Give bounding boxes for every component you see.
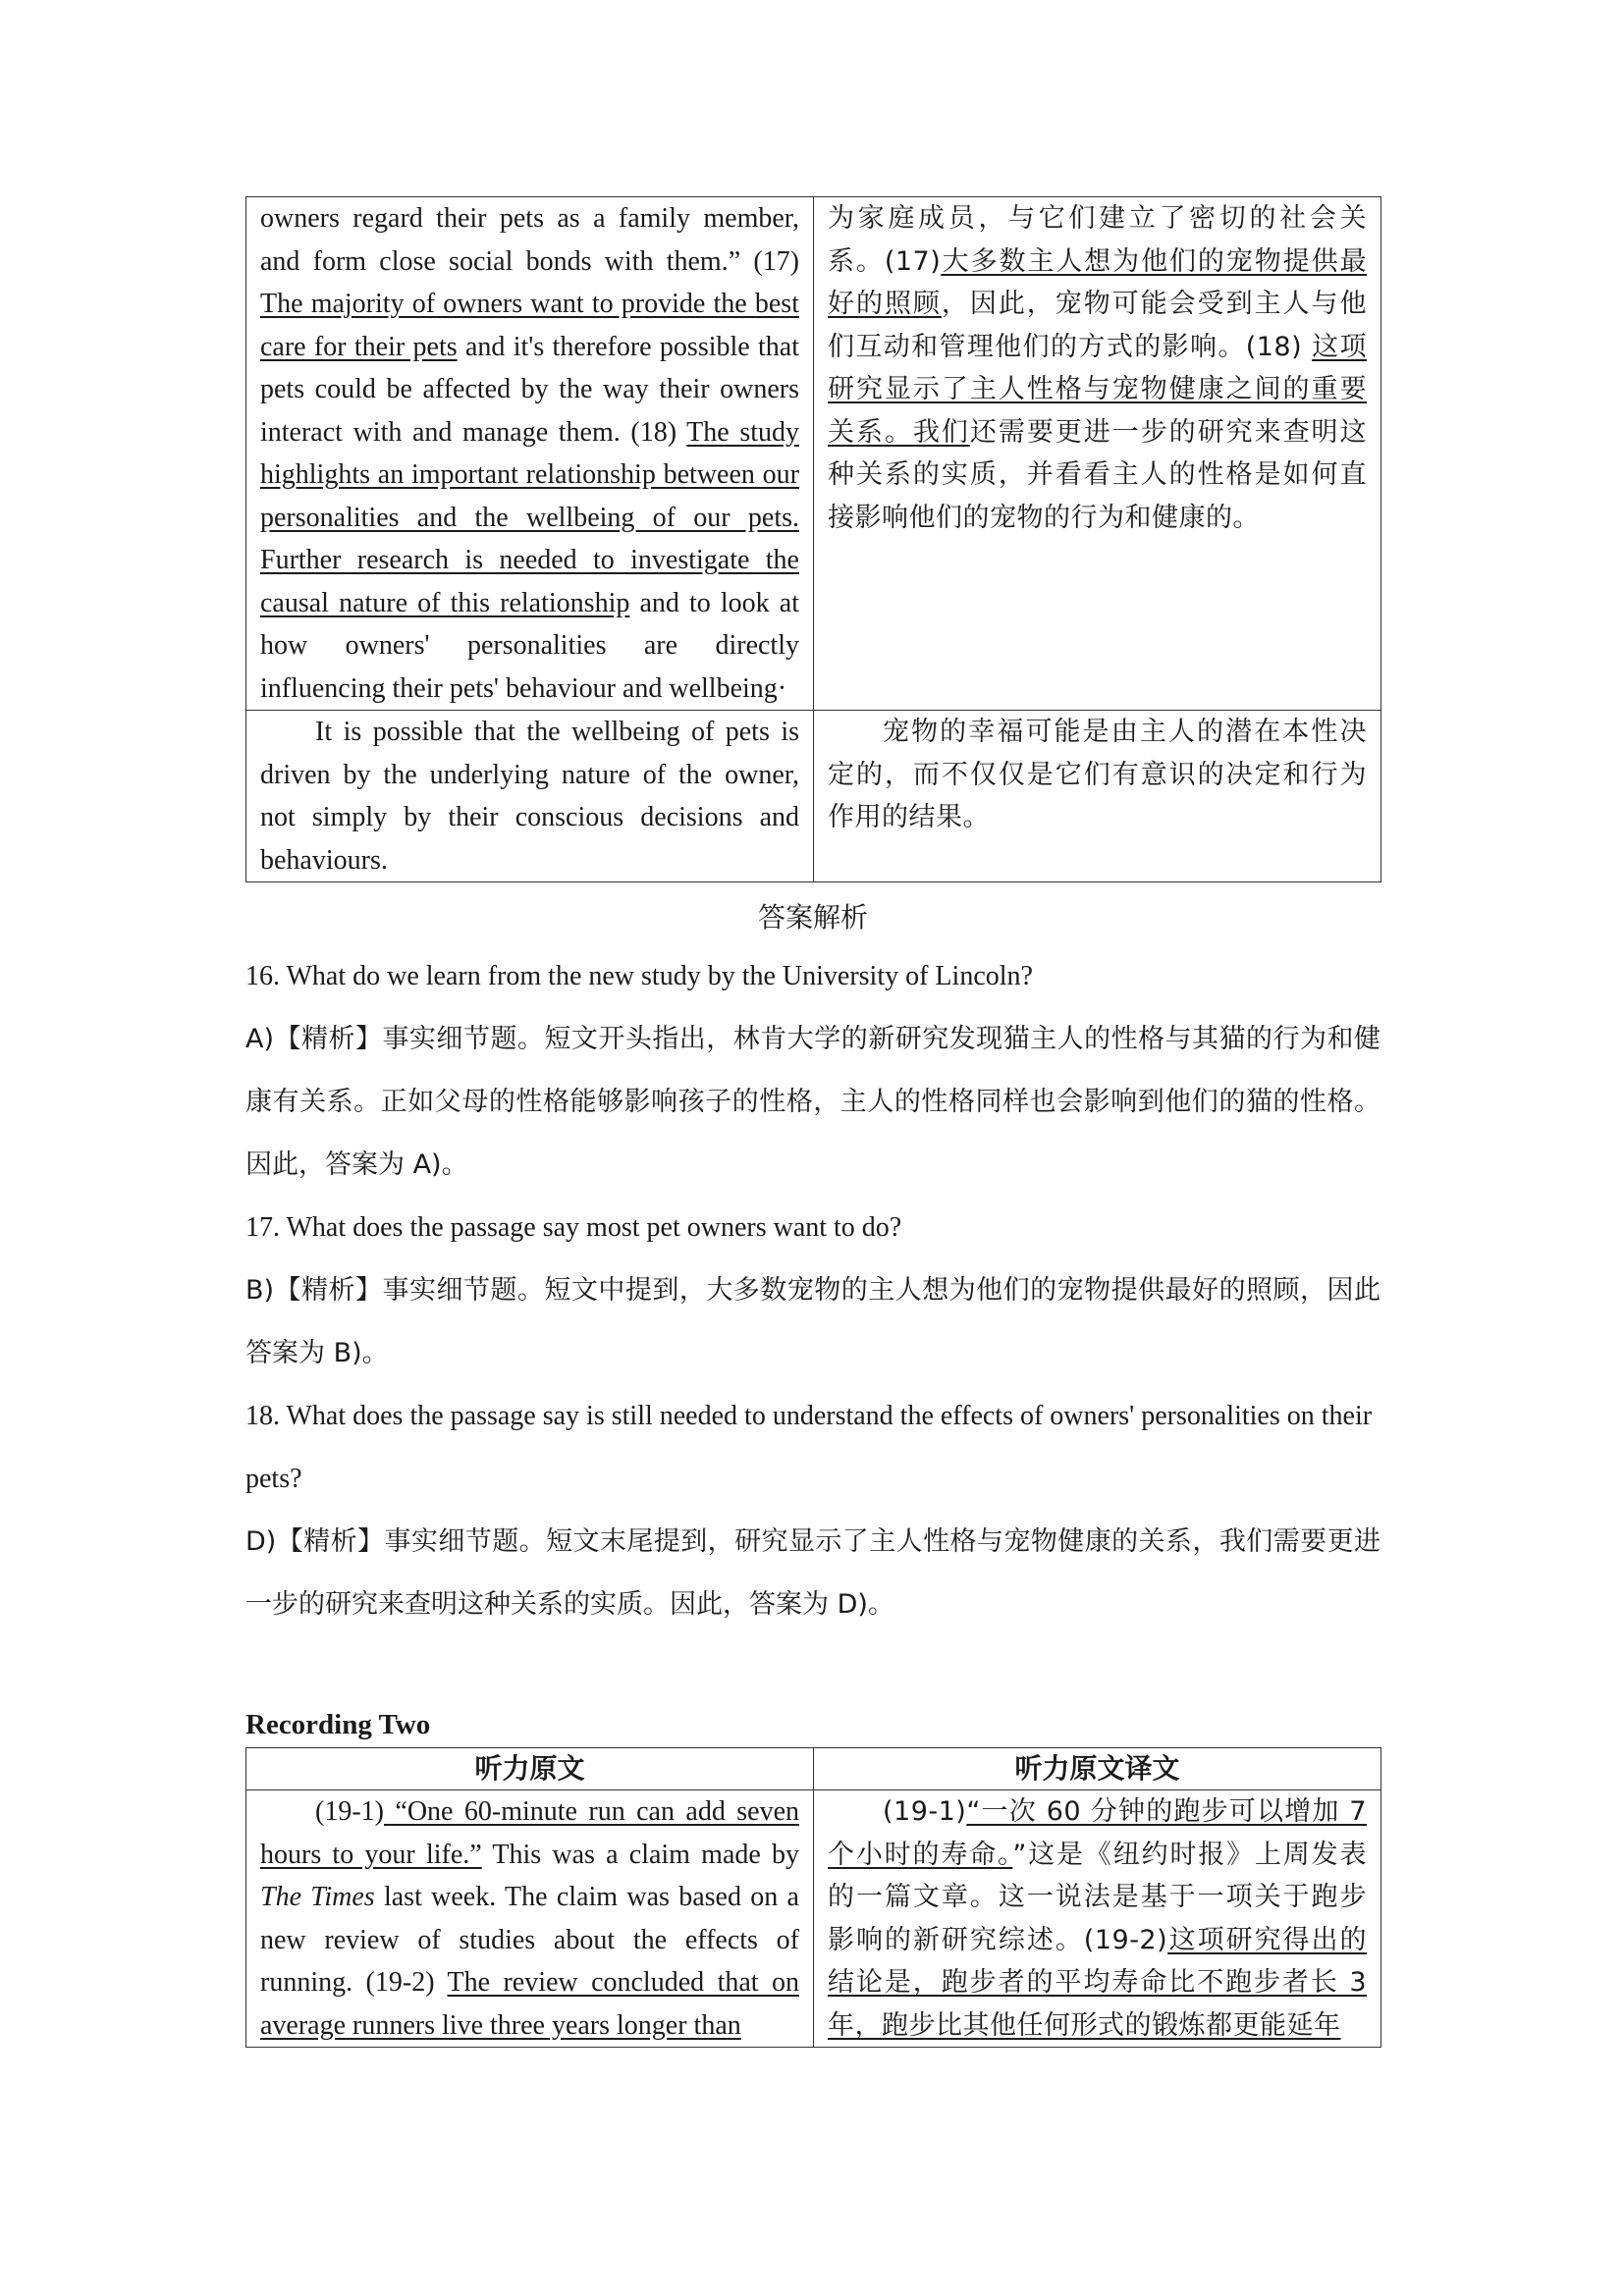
- column-header-original: 听力原文: [246, 1748, 814, 1790]
- english-paragraph: [260, 1790, 799, 2047]
- text-span: This was a claim made by: [481, 1839, 800, 1870]
- answer-explanation: D)【精析】事实细节题。短文末尾提到，研究显示了主人性格与宠物健康的关系，我们需要更进一步的研究来查明这种关系的实质。因此，答案为 D)。: [245, 1526, 1380, 1620]
- question-text: 17. What does the passage say most pet owners want to do?: [245, 1212, 902, 1243]
- text-span: (19-1): [883, 1796, 967, 1827]
- text-span: owners regard their pets as a family member, and form close social bonds with them.” (17): [260, 203, 799, 277]
- table-row: [246, 197, 1381, 711]
- bilingual-table-2: [245, 1747, 1381, 2048]
- question-text: 18. What does the passage say is still needed to understand the effects of owners' personalities on their pets?: [245, 1401, 1373, 1494]
- text-span: ，因此，宠物可能会受到主人与他们互动和管理他们的方式的影响。(18): [828, 289, 1368, 362]
- italic-title: The Times: [260, 1882, 375, 1912]
- text-span: ”这是《纽约时报》上周发表的一篇文章。这一说法是基于一项关于跑步影响的新研究综述。(19-2): [828, 1839, 1367, 1955]
- bilingual-table-1: [245, 196, 1381, 882]
- english-paragraph: It is possible that the wellbeing of pets is driven by the underlying nature of the owner, not simply by their conscious decisions and behaviours.: [260, 717, 799, 876]
- table-row: [246, 711, 1381, 882]
- text-span: last week. The claim was based on a new review of studies about the effects of running. (19-2): [260, 1882, 799, 1998]
- answer-explanation: A)【精析】事实细节题。短文开头指出，林肯大学的新研究发现猫主人的性格与其猫的行为和健康有关系。正如父母的性格能够影响孩子的性格，主人的性格同样也会影响到他们的猫的性格。因此，答案为 A)。: [245, 1024, 1380, 1180]
- chinese-cell: [814, 1790, 1381, 2048]
- underlined-text: The majority of owners want to provide the best care for their pets: [260, 289, 799, 362]
- question-17: [245, 1197, 1380, 1385]
- chinese-cell: [814, 711, 1381, 882]
- text-span: 还需要更进一步的研究来查明这种关系的实质，并看看主人的性格是如何直接影响他们的宠物的行为和健康的。: [828, 416, 1368, 533]
- answer-explanation: B)【精析】事实细节题。短文中提到，大多数宠物的主人想为他们的宠物提供最好的照顾，因此答案为 B)。: [245, 1275, 1380, 1368]
- underlined-text: 大多数主人想为他们的宠物提供最好的照顾: [828, 245, 1367, 319]
- column-header-translation: 听力原文译文: [814, 1748, 1381, 1790]
- underlined-text: 这项研究显示了主人性格与宠物健康之间的重要关系。我们: [828, 331, 1367, 448]
- question-16: [245, 945, 1380, 1197]
- underlined-text: “One 60-minute run can add seven hours to your life.”: [260, 1796, 799, 1870]
- document-page: [245, 196, 1380, 2048]
- underlined-text: “一次 60 分钟的跑步可以增加 7 个小时的寿命。: [828, 1796, 1367, 1870]
- underlined-text: The study highlights an important relationship between our personalities and the wellbeing of our pets. Further research is needed to investigate the causal nature of this relationship: [260, 416, 799, 618]
- underlined-text: The review concluded that on average runners live three years longer than: [260, 1967, 799, 2041]
- text-span: and it's therefore possible that pets could be affected by the way their owners interact with and manage them. (18): [260, 331, 800, 448]
- chinese-paragraph: 宠物的幸福可能是由主人的潜在本性决定的，而不仅仅是它们有意识的决定和行为作用的结果。: [828, 717, 1367, 832]
- chinese-paragraph: [828, 197, 1367, 539]
- text-span: and to look at how owners' personalities are directly influencing their pets' behaviour and wellbeing·: [260, 587, 799, 704]
- text-span: 为家庭成员，与它们建立了密切的社会关系。(17): [828, 203, 1367, 277]
- text-span: (19-1): [315, 1796, 384, 1827]
- english-cell: [246, 197, 814, 711]
- chinese-cell: [814, 197, 1381, 711]
- chinese-paragraph: [828, 1790, 1367, 2047]
- english-cell: [246, 1790, 814, 2048]
- question-18: [245, 1385, 1380, 1636]
- analysis-title: 答案解析: [757, 901, 868, 934]
- english-paragraph: [260, 197, 799, 710]
- underlined-text: 这项研究得出的结论是，跑步者的平均寿命比不跑步者长 3 年，跑步比其他任何形式的锻炼都更能延年: [828, 1924, 1367, 2041]
- table-header-row: [246, 1748, 1381, 1790]
- question-text: 16. What do we learn from the new study by the University of Lincoln?: [245, 961, 1033, 991]
- table-row: [246, 1790, 1381, 2048]
- english-cell: [246, 711, 814, 882]
- recording-two-title: Recording Two: [245, 1709, 431, 1740]
